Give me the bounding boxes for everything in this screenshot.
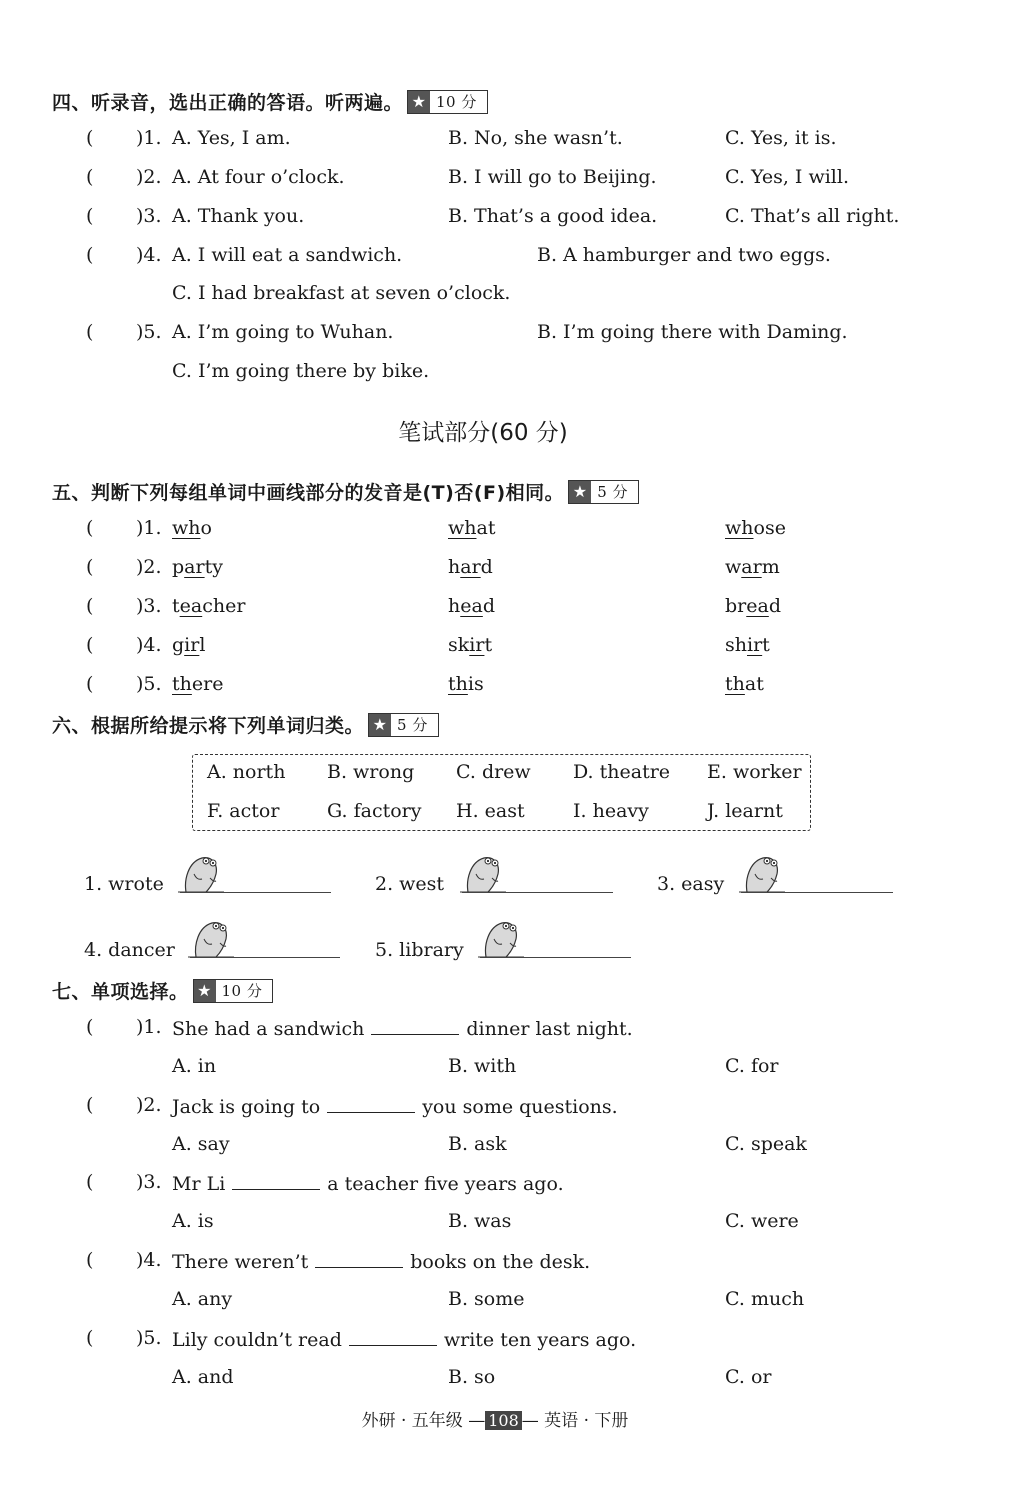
score-value: 5 分 [597, 483, 628, 501]
answer-bracket[interactable]: ( [86, 205, 94, 227]
question-number: )4. [136, 1249, 162, 1271]
section-7-heading: 七、单项选择。 [52, 981, 189, 1003]
answer-line[interactable] [741, 892, 893, 893]
phonics-word [448, 673, 484, 695]
option-c: C. I had breakfast at seven o’clock. [172, 282, 511, 304]
word-part: at [744, 673, 764, 695]
option-a: A. Thank you. [172, 205, 305, 227]
option-c: C. for [725, 1055, 779, 1077]
option-a: A. say [172, 1133, 230, 1155]
mcq-options-row [0, 1133, 1024, 1163]
question-number: )1. [136, 127, 162, 149]
option-a: A. At four o’clock. [172, 166, 345, 188]
page-footer [0, 1406, 990, 1431]
underlined-letters: th [172, 673, 192, 695]
phonics-word [448, 595, 495, 617]
phonics-word [172, 556, 223, 578]
underlined-letters: ir [184, 634, 200, 656]
footer-right: — 英语 · 下册 [521, 1411, 629, 1431]
stem-after-blank: you some questions. [422, 1096, 618, 1118]
section-7-score-badge [193, 979, 274, 1003]
star-icon: ★ [569, 481, 591, 503]
option-a: A. I’m going to Wuhan. [172, 321, 394, 343]
stem-after-blank: a teacher five years ago. [327, 1173, 564, 1195]
question-row [0, 321, 1024, 351]
question-number: )1. [136, 517, 162, 539]
stem-after-blank: dinner last night. [466, 1018, 633, 1040]
option-c: C. That’s all right. [725, 205, 900, 227]
underlined-letters: wh [448, 517, 477, 539]
answer-bracket[interactable]: ( [86, 1171, 94, 1193]
option-c: C. or [725, 1366, 772, 1388]
question-row-continued [0, 282, 1024, 312]
phonics-row [0, 673, 1024, 703]
option-b: B. with [448, 1055, 517, 1077]
phonics-row [0, 595, 1024, 625]
answer-line[interactable] [462, 892, 613, 893]
option-c: C. speak [725, 1133, 807, 1155]
word-part: t [484, 634, 493, 656]
mcq-options-row [0, 1288, 1024, 1318]
fill-blank[interactable] [327, 1094, 415, 1113]
option-a: A. and [172, 1366, 234, 1388]
answer-line[interactable] [180, 892, 331, 893]
mcq-options-row [0, 1210, 1024, 1240]
phonics-word [172, 673, 223, 695]
word-bank-item: F. actor [207, 800, 280, 822]
answer-bracket[interactable]: ( [86, 1249, 94, 1271]
phonics-row [0, 517, 1024, 547]
word-part: h [448, 556, 461, 578]
stem-before-blank: Mr Li [172, 1173, 226, 1195]
question-stem [172, 1094, 618, 1118]
section-4-title [52, 88, 488, 115]
stem-before-blank: Lily couldn’t read [172, 1329, 342, 1351]
section-5-heading: 五、判断下列每组单词中画线部分的发音是(T)否(F)相同。 [52, 482, 565, 504]
underlined-letters: ar [184, 556, 205, 578]
question-number: )1. [136, 1016, 162, 1038]
word-part: is [467, 673, 484, 695]
answer-bracket[interactable]: ( [86, 673, 94, 695]
phonics-row [0, 556, 1024, 586]
underlined-letters: ir [747, 634, 763, 656]
phonics-word [172, 595, 245, 617]
word-part: g [172, 634, 185, 656]
mcq-stem-row [0, 1094, 1024, 1124]
mcq-stem-row [0, 1327, 1024, 1357]
option-b: B. was [448, 1210, 512, 1232]
option-c: C. I’m going there by bike. [172, 360, 430, 382]
mole-icon [186, 917, 236, 959]
word-part: o [200, 517, 212, 539]
word-part: ty [204, 556, 223, 578]
phonics-word [725, 595, 781, 617]
stem-before-blank: There weren’t [172, 1251, 309, 1273]
answer-bracket[interactable]: ( [86, 321, 94, 343]
underlined-letters: ar [460, 556, 481, 578]
mole-icon [458, 852, 508, 894]
word-bank-item: G. factory [327, 800, 422, 822]
word-part: cher [202, 595, 246, 617]
word-part: t [172, 595, 180, 617]
question-number: )3. [136, 205, 162, 227]
word-bank-item: D. theatre [573, 761, 671, 783]
question-row [0, 244, 1024, 274]
underlined-letters: wh [172, 517, 201, 539]
question-row-continued [0, 360, 1024, 390]
section-6-heading: 六、根据所给提示将下列单词归类。 [52, 715, 365, 737]
option-b: B. so [448, 1366, 496, 1388]
word-bank-item: C. drew [456, 761, 531, 783]
categorize-prompt: 1. wrote [84, 873, 164, 895]
score-value: 10 分 [436, 93, 477, 111]
question-row [0, 205, 1024, 235]
word-bank-item: E. worker [707, 761, 802, 783]
answer-bracket[interactable]: ( [86, 1094, 94, 1116]
section-5-score-badge [568, 480, 639, 504]
word-part: l [199, 634, 206, 656]
underlined-letters: ea [179, 595, 203, 617]
answer-bracket[interactable]: ( [86, 1016, 94, 1038]
underlined-letters: th [448, 673, 468, 695]
question-number: )5. [136, 321, 162, 343]
mcq-options-row [0, 1366, 1024, 1396]
phonics-word [725, 556, 780, 578]
phonics-word [172, 517, 212, 539]
word-part: d [768, 595, 781, 617]
categorize-prompt: 2. west [375, 873, 445, 895]
phonics-word [448, 634, 492, 656]
phonics-word [448, 517, 495, 539]
underlined-letters: ea [746, 595, 769, 617]
option-a: A. any [172, 1288, 233, 1310]
answer-bracket[interactable]: ( [86, 1327, 94, 1349]
word-part: sh [725, 634, 747, 656]
option-b: B. I will go to Beijing. [448, 166, 657, 188]
fill-blank[interactable] [371, 1016, 459, 1035]
footer-left: 外研 · 五年级 — [361, 1411, 486, 1431]
option-c: C. Yes, I will. [725, 166, 849, 188]
star-icon: ★ [408, 91, 430, 113]
option-a: A. I will eat a sandwich. [172, 244, 403, 266]
phonics-row [0, 634, 1024, 664]
word-bank-item: B. wrong [327, 761, 415, 783]
categorize-prompt: 3. easy [657, 873, 725, 895]
fill-blank[interactable] [232, 1171, 320, 1190]
option-b: B. some [448, 1288, 525, 1310]
section-5-title [52, 478, 639, 505]
option-b: B. A hamburger and two eggs. [537, 244, 831, 266]
stem-before-blank: Jack is going to [172, 1096, 321, 1118]
option-b: B. I’m going there with Daming. [537, 321, 848, 343]
word-bank-item: H. east [456, 800, 525, 822]
answer-bracket[interactable]: ( [86, 244, 94, 266]
section-4-score-badge [407, 90, 488, 114]
word-bank-item: J. learnt [707, 800, 783, 822]
stem-after-blank: write ten years ago. [443, 1329, 637, 1351]
phonics-word [725, 673, 764, 695]
underlined-letters: ea [460, 595, 483, 617]
star-icon: ★ [194, 980, 216, 1002]
section-6-title [52, 711, 439, 738]
answer-bracket[interactable]: ( [86, 595, 94, 617]
question-number: )3. [136, 595, 162, 617]
phonics-word [725, 634, 770, 656]
word-part: sk [448, 634, 470, 656]
option-c: C. much [725, 1288, 805, 1310]
question-number: )5. [136, 1327, 162, 1349]
question-number: )2. [136, 166, 162, 188]
underlined-letters: ar [741, 556, 762, 578]
option-c: C. were [725, 1210, 799, 1232]
question-row [0, 166, 1024, 196]
question-number: )2. [136, 556, 162, 578]
mcq-options-row [0, 1055, 1024, 1085]
mcq-stem-row [0, 1171, 1024, 1201]
question-number: )5. [136, 673, 162, 695]
stem-after-blank: books on the desk. [410, 1251, 591, 1273]
word-part: w [725, 556, 742, 578]
word-part: ere [191, 673, 224, 695]
option-c: C. Yes, it is. [725, 127, 837, 149]
option-a: A. is [172, 1210, 214, 1232]
word-part: br [725, 595, 747, 617]
question-number: )2. [136, 1094, 162, 1116]
word-part: d [482, 595, 495, 617]
star-icon: ★ [369, 714, 391, 736]
underlined-letters: th [725, 673, 745, 695]
option-b: B. No, she wasn’t. [448, 127, 623, 149]
option-b: B. ask [448, 1133, 507, 1155]
question-number: )4. [136, 634, 162, 656]
word-part: ose [753, 517, 786, 539]
fill-blank[interactable] [315, 1249, 403, 1268]
answer-bracket[interactable]: ( [86, 556, 94, 578]
answer-bracket[interactable]: ( [86, 517, 94, 539]
option-b: B. That’s a good idea. [448, 205, 658, 227]
section-7-title [52, 977, 273, 1004]
categorize-prompt: 4. dancer [84, 939, 175, 961]
mole-icon [476, 917, 526, 959]
word-part: h [448, 595, 461, 617]
word-bank-item: A. north [207, 761, 286, 783]
mcq-stem-row [0, 1249, 1024, 1279]
word-part: p [172, 556, 185, 578]
written-part-title: 笔试部分(60 分) [398, 420, 568, 446]
section-4-heading: 四、听录音，选出正确的答语。听两遍。 [52, 92, 404, 114]
phonics-word [448, 556, 493, 578]
mole-icon [176, 852, 226, 894]
answer-bracket[interactable]: ( [86, 166, 94, 188]
word-part: t [762, 634, 770, 656]
answer-line[interactable] [190, 957, 340, 958]
mcq-stem-row [0, 1016, 1024, 1046]
score-value: 10 分 [221, 982, 263, 1000]
option-a: A. Yes, I am. [172, 127, 291, 149]
answer-bracket[interactable]: ( [86, 127, 94, 149]
word-bank-box [192, 754, 811, 831]
word-part: at [476, 517, 496, 539]
question-number: )3. [136, 1171, 162, 1193]
question-stem [172, 1171, 564, 1195]
fill-blank[interactable] [349, 1327, 437, 1346]
answer-bracket[interactable]: ( [86, 634, 94, 656]
page-number: 108 [485, 1411, 522, 1430]
question-stem [172, 1249, 590, 1273]
stem-before-blank: She had a sandwich [172, 1018, 365, 1040]
question-stem [172, 1016, 633, 1040]
phonics-word [172, 634, 205, 656]
section-6-score-badge [368, 713, 439, 737]
phonics-word [725, 517, 786, 539]
score-value: 5 分 [397, 716, 428, 734]
underlined-letters: wh [725, 517, 754, 539]
question-stem [172, 1327, 636, 1351]
word-bank-item: I. heavy [573, 800, 649, 822]
categorize-prompt: 5. library [375, 939, 464, 961]
mole-icon [737, 852, 787, 894]
option-a: A. in [172, 1055, 217, 1077]
word-part: m [761, 556, 780, 578]
answer-line[interactable] [480, 957, 631, 958]
question-number: )4. [136, 244, 162, 266]
question-row [0, 127, 1024, 157]
word-part: d [480, 556, 493, 578]
underlined-letters: ir [469, 634, 485, 656]
